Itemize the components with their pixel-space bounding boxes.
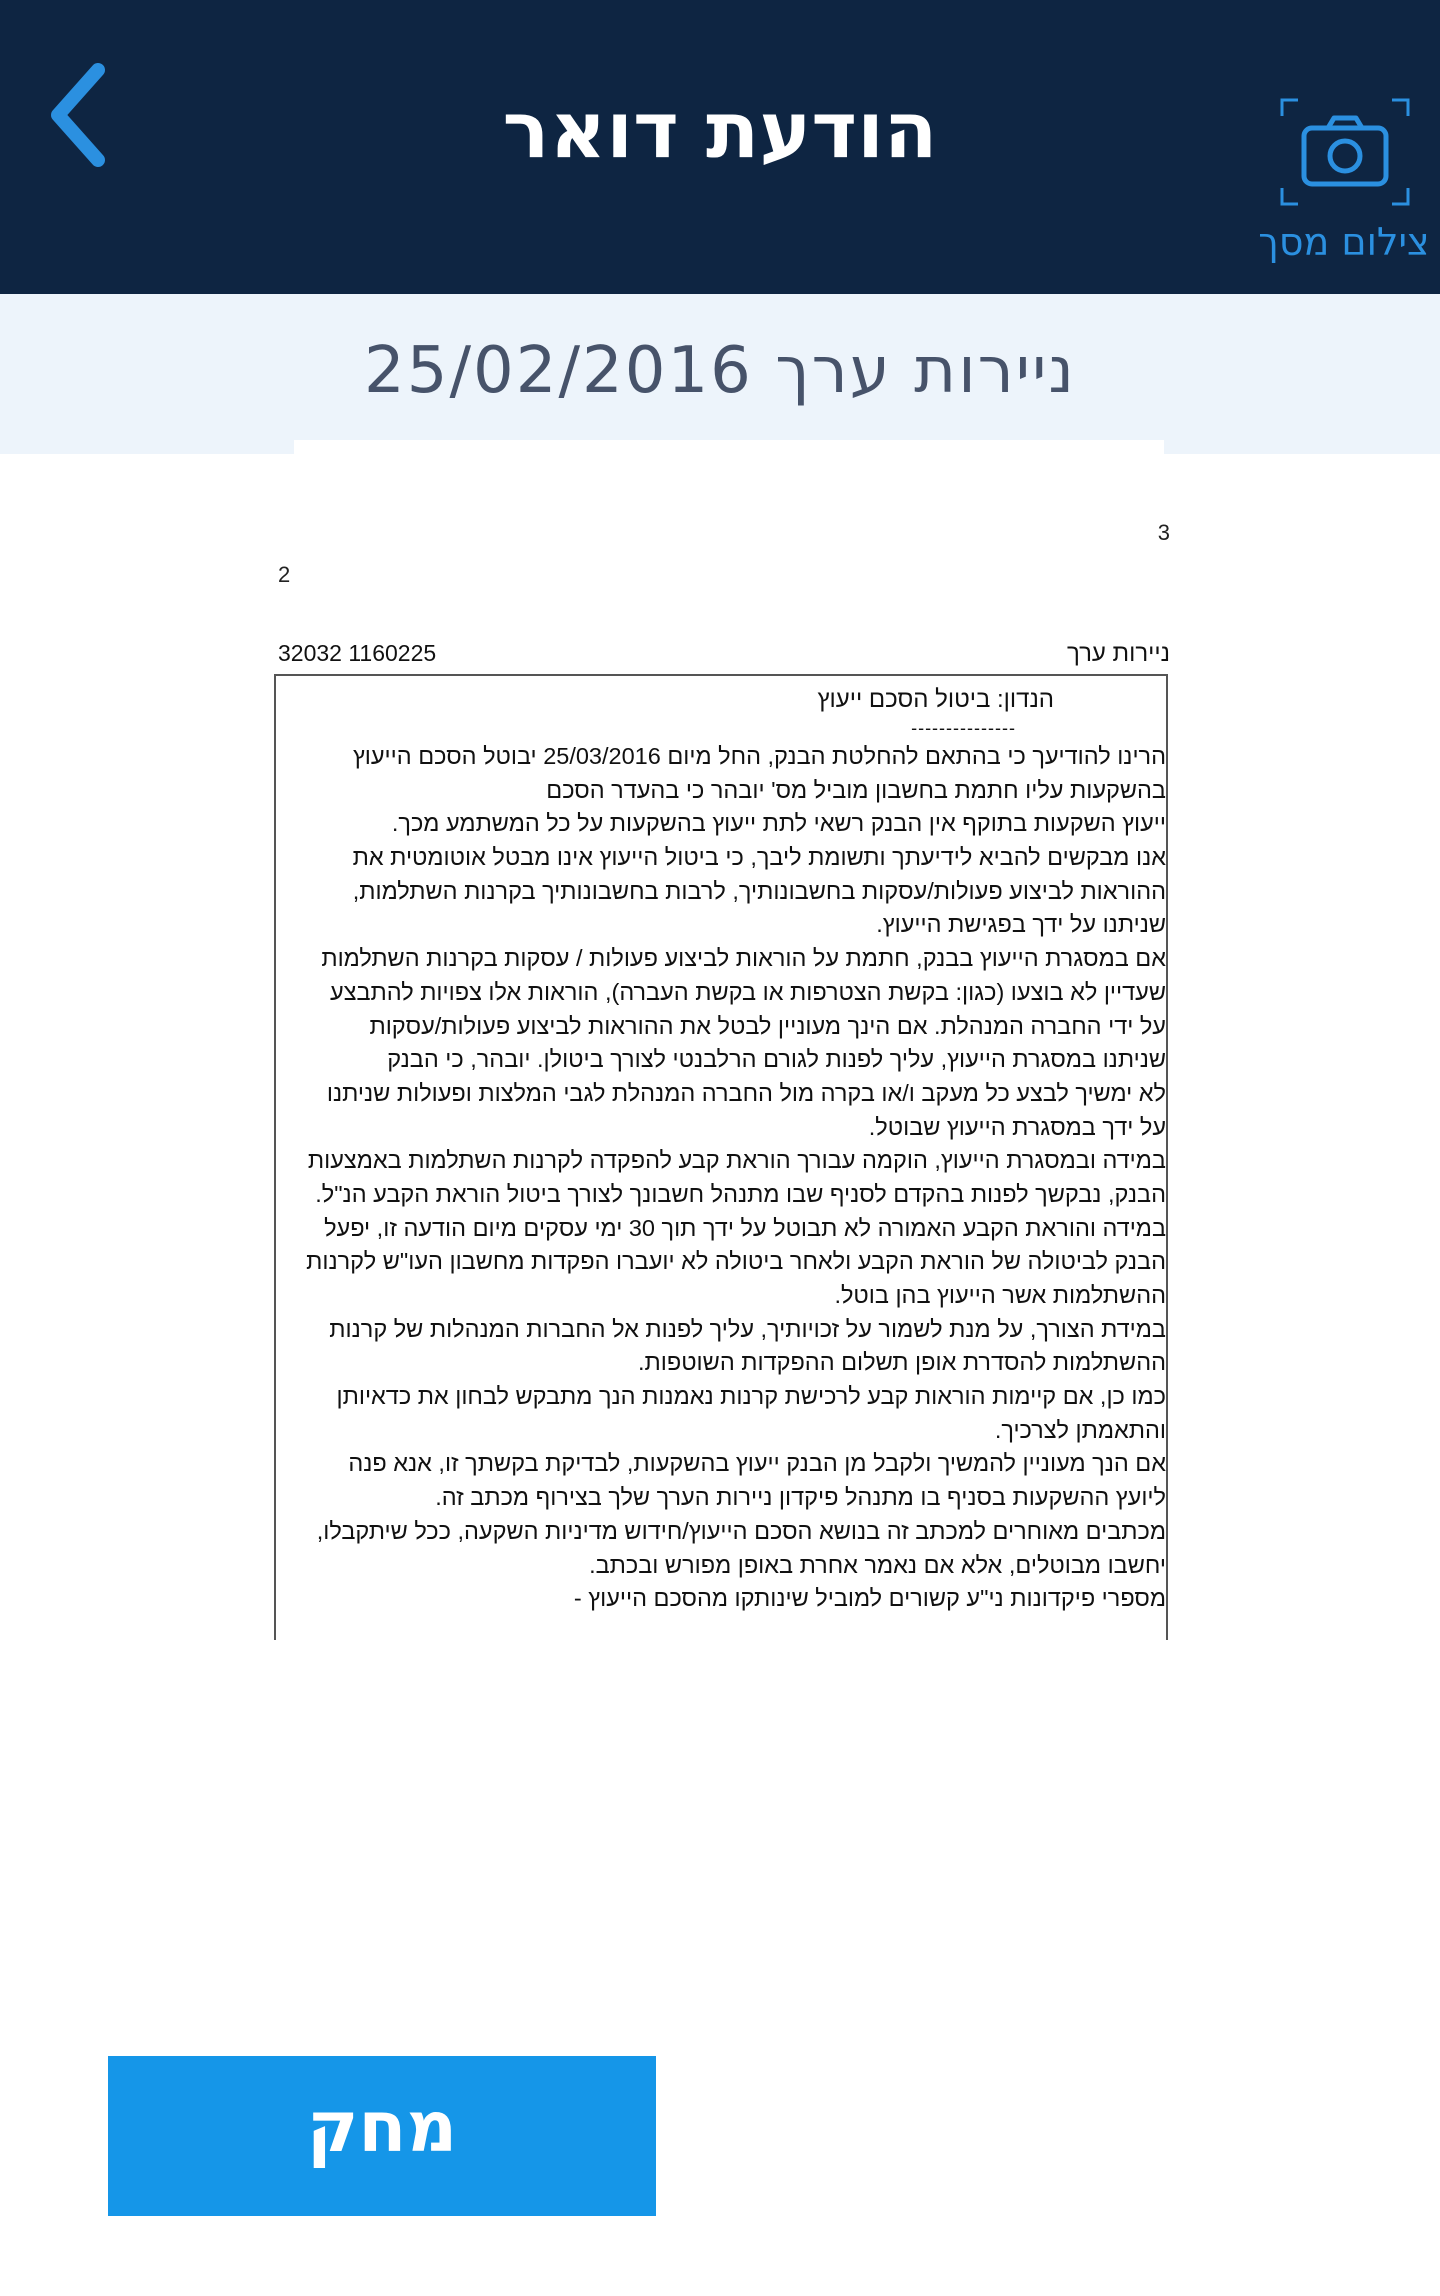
letter-line: במידת הצורך, על מנת לשמור על זכויותיך, עליך לפנות אל החברות המנהלות של קרנות: [329, 1315, 1166, 1342]
message-subject: ניירות ערך 25/02/2016: [364, 334, 1076, 408]
letter-line: על ידך במסגרת הייעוץ שבוטל.: [868, 1113, 1166, 1140]
letter-line: על ידי החברה המנהלת. אם הינך מעוניין לבטל את ההוראות לביצוע פעולות/עסקות: [369, 1012, 1166, 1039]
letter-line: ייעוץ השקעות בתוקף אין הבנק רשאי לתת ייעוץ בהשקעות על כל המשתמע מכך.: [391, 810, 1166, 837]
delete-button-label: מחק: [306, 2086, 458, 2168]
letter-line: בהשקעות עליו חתמת בחשבון מוביל מס' יובהר כי בהעדר הסכם: [546, 776, 1166, 803]
letter-line: לא ימשיך לבצע כל מעקב ו/או בקרה מול החברה המנהלת לגבי המלצות ופעולות שניתנו: [326, 1079, 1166, 1106]
camera-icon: [1280, 98, 1410, 206]
document-reference-number: 32032 1160225: [278, 640, 437, 666]
letter-line: מכתבים מאוחרים למכתב זה בנושא הסכם הייעוץ/חידוש מדיניות השקעה, ככל שיתקבלו,: [316, 1517, 1166, 1544]
letter-line: ההשתלמות להסדרת אופן תשלום ההפקדות השוטפות.: [638, 1349, 1166, 1376]
screenshot-label: צילום מסך: [1258, 220, 1430, 264]
document-category: ניירות ערך: [1066, 640, 1170, 667]
letter-line: הרינו להודיעך כי בהתאם להחלטת הבנק, החל מיום 25/03/2016 יבוטל הסכם הייעוץ: [352, 743, 1166, 769]
letter-line: אם הנך מעוניין להמשיך ולקבל מן הבנק ייעוץ בהשקעות, לבדיקת בקשתך זו, אנא פנה: [348, 1450, 1166, 1477]
letter-line: אנו מבקשים להביא לידיעתך ותשומת ליבך, כי ביטול הייעוץ אינו מבטל אוטומטית את: [352, 844, 1166, 871]
letter-line: ההוראות לביצוע פעולות/עסקות בחשבונותיך, לרבות בחשבונותיך בקרנות השתלמות,: [352, 877, 1166, 904]
letter-line: שעדיין לא בוצעו (כגון: בקשת הצטרפות או בקשת העברה), הוראות אלו צפויות להתבצע: [330, 978, 1166, 1005]
letter-line: מספרי פיקדונות ני"ע קשורים למוביל שינותקו מהסכם הייעוץ -: [573, 1585, 1166, 1612]
letter-line: הבנק לביטולה של הוראת הקבע ולאחר ביטולה לא יועברו הפקדות מחשבון העו"ש לקרנות: [306, 1248, 1166, 1275]
letter-text: [286, 740, 1166, 1616]
letter-line: אם במסגרת הייעוץ בבנק, חתמת על הוראות לביצוע פעולות / עסקות בקרנות השתלמות: [321, 945, 1166, 972]
document-stub-text: 2: [278, 562, 291, 587]
page-title: הודעת דואר: [502, 86, 938, 176]
app-header: [0, 0, 1440, 294]
letter-document: [270, 510, 1170, 1640]
letter-line: הבנק, נבקשך לפנות בהקדם לסניף שבו מתנהל חשבונך לצורך ביטול הוראת הקבע הנ"ל.: [315, 1180, 1166, 1207]
back-button[interactable]: [28, 40, 128, 180]
letter-line: ההשתלמות אשר הייעוץ בהן בוטל.: [834, 1282, 1166, 1308]
letter-line: שניתנו במסגרת הייעוץ, עליך לפנות לגורם הרלבנטי לצורך ביטולן. יובהר, כי הבנק: [387, 1046, 1166, 1073]
letter-body-box: [274, 674, 1168, 1640]
document-stub-text: 3: [1157, 520, 1170, 545]
letter-line: במידה ובמסגרת הייעוץ, הוקמה עבורך הוראת קבע להפקדה לקרנות השתלמות באמצעות: [307, 1147, 1166, 1174]
letter-line: ליועץ ההשקעות בסניף בו מתנהל פיקדון ניירות הערך שלך בצירוף מכתב זה.: [435, 1484, 1166, 1511]
screenshot-button[interactable]: [1248, 90, 1440, 290]
delete-button[interactable]: [108, 2056, 656, 2216]
letter-line: במידה והוראת הקבע האמורה לא תבוטל על ידך תוך 30 ימי עסקים מיום הודעה זו, יפעל: [324, 1214, 1166, 1241]
letter-subject: הנדון: ביטול הסכם ייעוץ: [817, 686, 1054, 713]
letter-line: שניתנו על ידך בפגישת הייעוץ.: [876, 911, 1166, 938]
letter-line: כמו כן, אם קיימות הוראות קבע לרכישת קרנות נאמנות הנך מתבקש לבחון את כדאיותן: [336, 1383, 1166, 1410]
letter-line: יחשבו מבוטלים, אלא אם נאמר אחרת באופן מפורש ובכתב.: [589, 1551, 1166, 1578]
letter-divider: ---------------: [911, 718, 1016, 738]
message-subject-bar: [0, 294, 1440, 454]
chevron-left-icon: [28, 40, 128, 180]
letter-line: והתאמתן לצרכיך.: [994, 1416, 1166, 1443]
